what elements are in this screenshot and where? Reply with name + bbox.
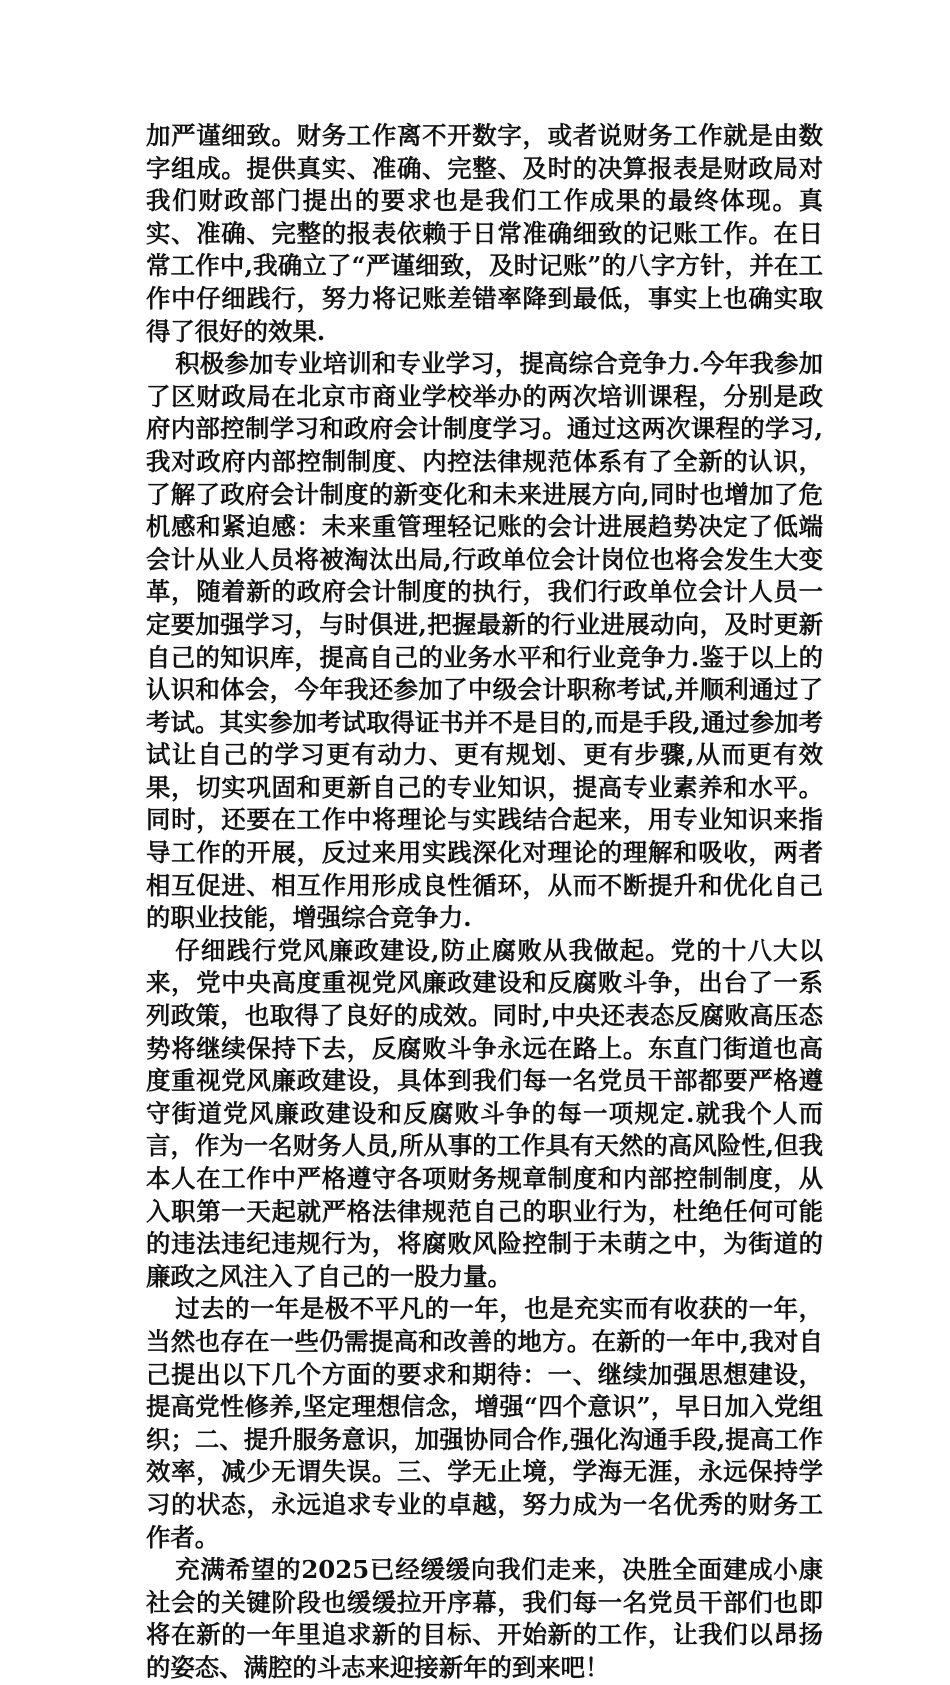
paragraph-4: 过去的一年是极不平凡的一年，也是充实而有收获的一年，当然也存在一些仍需提高和改善的地方。在新的一年中,我对自己提出以下几个方面的要求和期待：一、继续加强思想建设，提高党性修养,坚定理想信念，增强“四个意识”，早日加入党组织；二、提升服务意识，加强协同合作,强化沟通手段,提高工作效率，减少无谓失误。三、学无止境，学海无涯，永远保持学习的状态，永远追求专业的卓越，努力成为一名优秀的财务工作者。 — [146, 1294, 823, 1552]
paragraph-2: 积极参加专业培训和专业学习，提高综合竞争力.今年我参加了区财政局在北京市商业学校举办的两次培训课程，分别是政府内部控制学习和政府会计制度学习。通过这两次课程的学习,我对政府内部控制制度、内控法律规范体系有了全新的认识，了解了政府会计制度的新变化和未来进展方向,同时也增加了危机感和紧迫感：未来重管理轻记账的会计进展趋势决定了低端会计从业人员将被淘汰出局,行政单位会计岗位也将会发生大变革，随着新的政府会计制度的执行，我们行政单位会计人员一定要加强学习，与时俱进,把握最新的行业进展动向，及时更新自己的知识库，提高自己的业务水平和行业竞争力.鉴于以上的认识和体会，今年我还参加了中级会计职称考试,并顺利通过了考试。其实参加考试取得证书并不是目的,而是手段,通过参加考试让自己的学习更有动力、更有规划、更有步骤,从而更有效果，切实巩固和更新自己的专业知识，提高专业素养和水平。同时，还要在工作中将理论与实践结合起来，用专业知识来指导工作的开展，反过来用实践深化对理论的理解和吸收，两者相互促进、相互作用形成良性循环，从而不断提升和优化自己的职业技能，增强综合竞争力. — [146, 349, 823, 933]
document-page — [146, 120, 823, 1685]
paragraph-5: 充满希望的2025已经缓缓向我们走来，决胜全面建成小康社会的关键阶段也缓缓拉开序幕，我们每一名党员干部们也即将在新的一年里追求新的目标、开始新的工作，让我们以昂扬的姿态、满腔的斗志来迎接新年的到来吧！ — [146, 1555, 823, 1682]
paragraph-1: 加严谨细致。财务工作离不开数字，或者说财务工作就是由数字组成。提供真实、准确、完整、及时的决算报表是财政局对我们财政部门提出的要求也是我们工作成果的最终体现。真实、准确、完整的报表依赖于日常准确细致的记账工作。在日常工作中,我确立了“严谨细致，及时记账”的八字方针，并在工作中仔细践行，努力将记账差错率降到最低，事实上也确实取得了很好的效果. — [146, 121, 823, 346]
paragraph-3: 仔细践行党风廉政建设,防止腐败从我做起。党的十八大以来，党中央高度重视党风廉政建设和反腐败斗争，出台了一系列政策，也取得了良好的成效。同时,中央还表态反腐败高压态势将继续保持下去，反腐败斗争永远在路上。东直门街道也高度重视党风廉政建设，具体到我们每一名党员干部都要严格遵守街道党风廉政建设和反腐败斗争的每一项规定.就我个人而言，作为一名财务人员,所从事的工作具有天然的高风险性,但我本人在工作中严格遵守各项财务规章制度和内部控制制度，从入职第一天起就严格法律规范自己的职业行为，杜绝任何可能的违法违纪违规行为，将腐败风险控制于未萌之中，为街道的廉政之风注入了自己的一股力量。 — [146, 935, 823, 1291]
